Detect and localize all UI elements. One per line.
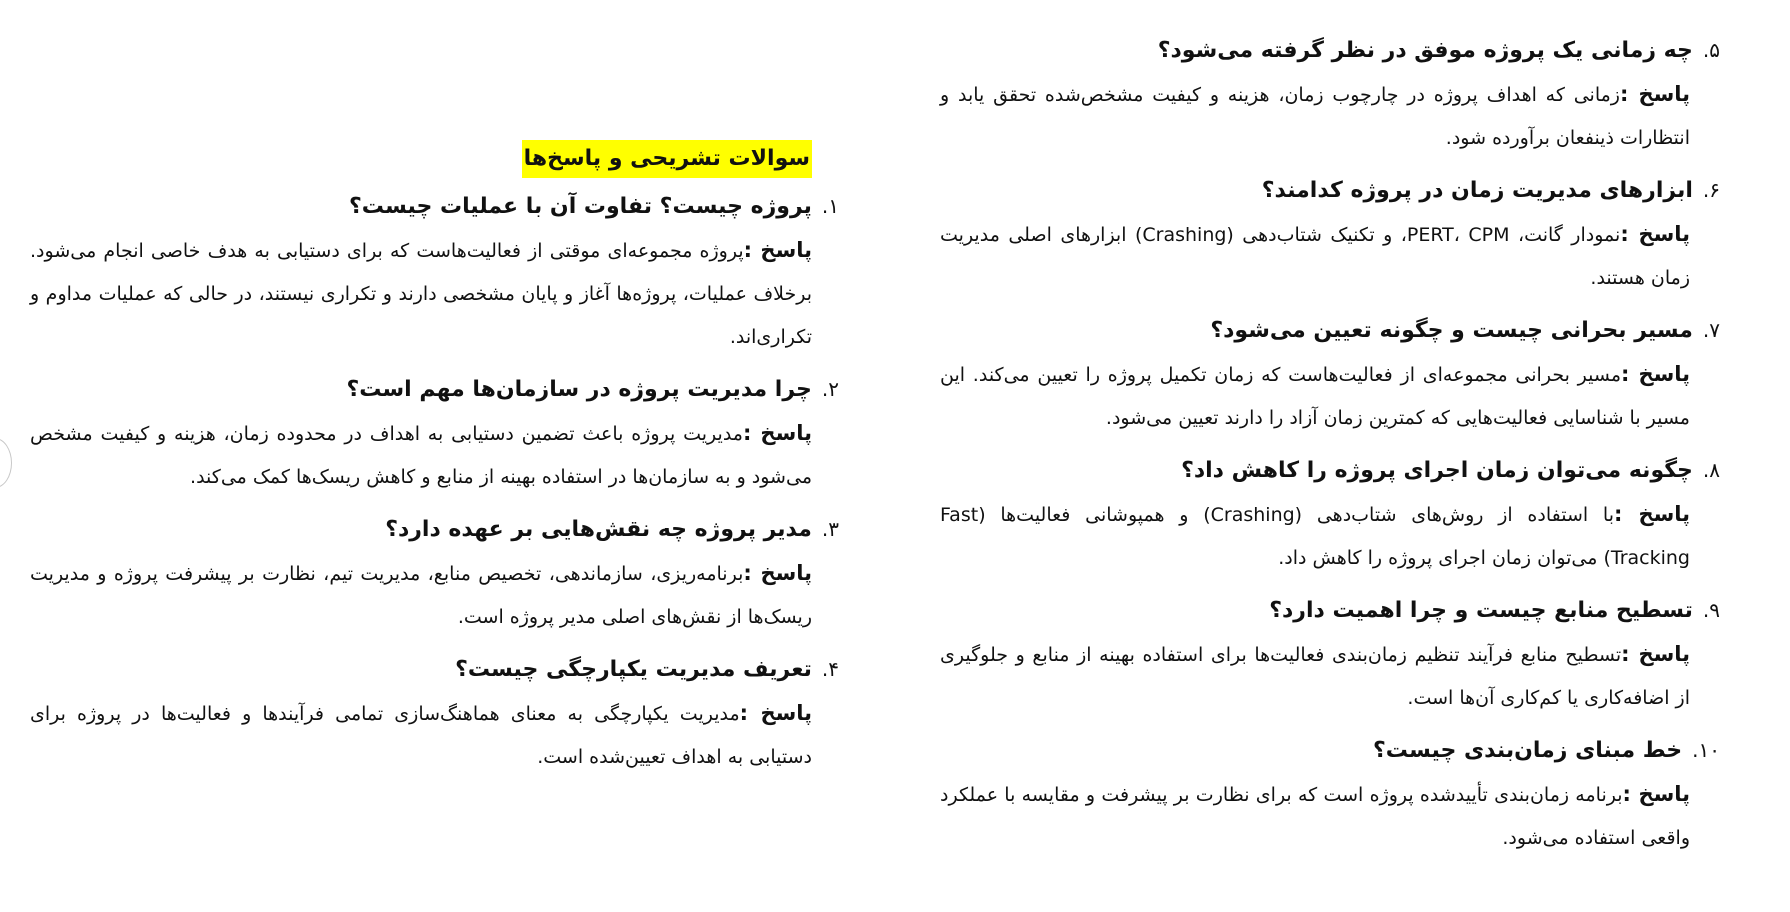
question-text: مدیر پروژه چه نقش‌هایی بر عهده دارد؟ xyxy=(385,517,812,542)
section-title-text: سوالات تشریحی و پاسخ‌ها xyxy=(522,140,812,178)
answer-text: زمانی که اهداف پروژه در چارچوب زمان، هزینه و کیفیت مشخص‌شده تحقق یابد و انتظارات ذینفعان برآورده شود. xyxy=(940,84,1690,149)
question-number: ۳. xyxy=(821,517,839,541)
answer-paragraph xyxy=(940,213,1690,300)
answer-paragraph xyxy=(30,552,812,639)
answer-paragraph xyxy=(940,73,1690,160)
question-text: چه زمانی یک پروژه موفق در نظر گرفته می‌شود؟ xyxy=(1157,38,1693,63)
answer-label: پاسخ : xyxy=(1621,362,1690,386)
question-item-8 xyxy=(940,454,1720,580)
page-scroll-handle[interactable] xyxy=(0,438,12,488)
question-item-2 xyxy=(30,373,839,499)
answer-paragraph xyxy=(940,353,1690,440)
answer-paragraph xyxy=(30,692,812,779)
question-number: ۵. xyxy=(1702,38,1720,62)
question-item-1 xyxy=(30,190,839,359)
answer-paragraph xyxy=(30,412,812,499)
question-number: ۲. xyxy=(821,377,839,401)
question-heading xyxy=(940,314,1720,347)
question-text: چرا مدیریت پروژه در سازمان‌ها مهم است؟ xyxy=(346,377,812,402)
answer-text: پروژه مجموعه‌ای موقتی از فعالیت‌هاست که برای دستیابی به هدف خاصی انجام می‌شود. برخلاف عملیات، پروژه‌ها آغاز و پایان مشخصی دارند و تکراری نیستند، در حالی که عملیات مداوم و تکراری‌اند. xyxy=(30,240,812,348)
answer-label: پاسخ : xyxy=(1619,82,1691,106)
question-number: ۶. xyxy=(1702,178,1720,202)
answer-label: پاسخ : xyxy=(739,701,813,725)
question-heading xyxy=(940,174,1720,207)
question-heading xyxy=(940,734,1720,767)
answer-label: پاسخ : xyxy=(1620,222,1691,246)
question-text: ابزارهای مدیریت زمان در پروژه کدامند؟ xyxy=(1261,178,1693,203)
question-text: مسیر بحرانی چیست و چگونه تعیین می‌شود؟ xyxy=(1210,318,1693,343)
answer-label: پاسخ : xyxy=(743,238,812,262)
answer-text: برنامه زمان‌بندی تأییدشده پروژه است که برای نظارت بر پیشرفت و مقایسه با عملکرد واقعی استفاده می‌شود. xyxy=(940,784,1690,849)
question-number: ۹. xyxy=(1702,598,1720,622)
question-heading xyxy=(30,653,839,686)
answer-label: پاسخ : xyxy=(1614,502,1690,526)
question-heading xyxy=(940,34,1720,67)
question-number: ۴. xyxy=(821,657,839,681)
question-heading xyxy=(30,373,839,406)
left-column xyxy=(30,140,839,793)
answer-paragraph xyxy=(940,633,1690,720)
question-number: ۱۰. xyxy=(1692,738,1720,762)
answer-label: پاسخ : xyxy=(742,421,812,445)
question-text: خط مبنای زمان‌بندی چیست؟ xyxy=(1373,738,1683,763)
question-heading xyxy=(940,454,1720,487)
question-item-6 xyxy=(940,174,1720,300)
question-item-9 xyxy=(940,594,1720,720)
answer-text: مسیر بحرانی مجموعه‌ای از فعالیت‌هاست که زمان تکمیل پروژه را تعیین می‌کند. این مسیر با شناسایی فعالیت‌هایی که کمترین زمان آزاد را دارند تعیین می‌شود. xyxy=(940,364,1690,429)
answer-text: تسطیح منابع فرآیند تنظیم زمان‌بندی فعالیت‌ها برای استفاده بهینه از منابع و جلوگیری از اضافه‌کاری یا کم‌کاری آن‌ها است. xyxy=(940,644,1690,709)
right-column xyxy=(940,34,1720,874)
answer-label: پاسخ : xyxy=(1621,642,1691,666)
answer-text: مدیریت یکپارچگی به معنای هماهنگ‌سازی تمامی فرآیندها و فعالیت‌ها در پروژه برای دستیابی به اهداف تعیین‌شده است. xyxy=(30,703,812,768)
answer-text: مدیریت پروژه باعث تضمین دستیابی به اهداف در محدوده زمان، هزینه و کیفیت مشخص می‌شود و به سازمان‌ها در استفاده بهینه از منابع و کاهش ریسک‌ها کمک می‌کند. xyxy=(30,423,812,488)
question-text: تسطیح منابع چیست و چرا اهمیت دارد؟ xyxy=(1269,598,1693,623)
answer-paragraph xyxy=(940,493,1690,580)
question-number: ۸. xyxy=(1702,458,1720,482)
question-number: ۷. xyxy=(1702,318,1720,342)
question-item-4 xyxy=(30,653,839,779)
question-text: تعریف مدیریت یکپارچگی چیست؟ xyxy=(455,657,812,682)
question-heading xyxy=(940,594,1720,627)
answer-paragraph xyxy=(940,773,1690,860)
answer-text: نمودار گانت، PERT، CPM، و تکنیک شتاب‌دهی (Crashing) ابزارهای اصلی مدیریت زمان هستند. xyxy=(940,224,1690,289)
answer-paragraph xyxy=(30,229,812,359)
question-text: پروژه چیست؟ تفاوت آن با عملیات چیست؟ xyxy=(349,194,812,219)
question-text: چگونه می‌توان زمان اجرای پروژه را کاهش داد؟ xyxy=(1181,458,1693,483)
question-heading xyxy=(30,190,839,223)
answer-text: با استفاده از روش‌های شتاب‌دهی (Crashing) و همپوشانی فعالیت‌ها (Fast Tracking) می‌توان زمان اجرای پروژه را کاهش داد. xyxy=(940,504,1690,569)
answer-label: پاسخ : xyxy=(1622,782,1690,806)
question-item-7 xyxy=(940,314,1720,440)
question-number: ۱. xyxy=(821,194,839,218)
question-item-10 xyxy=(940,734,1720,860)
answer-text: برنامه‌ریزی، سازماندهی، تخصیص منابع، مدیریت تیم، نظارت بر پیشرفت پروژه و مدیریت ریسک‌ها از نقش‌های اصلی مدیر پروژه است. xyxy=(30,563,812,628)
question-heading xyxy=(30,513,839,546)
question-item-3 xyxy=(30,513,839,639)
question-item-5 xyxy=(940,34,1720,160)
section-title xyxy=(30,140,812,178)
answer-label: پاسخ : xyxy=(743,561,812,585)
